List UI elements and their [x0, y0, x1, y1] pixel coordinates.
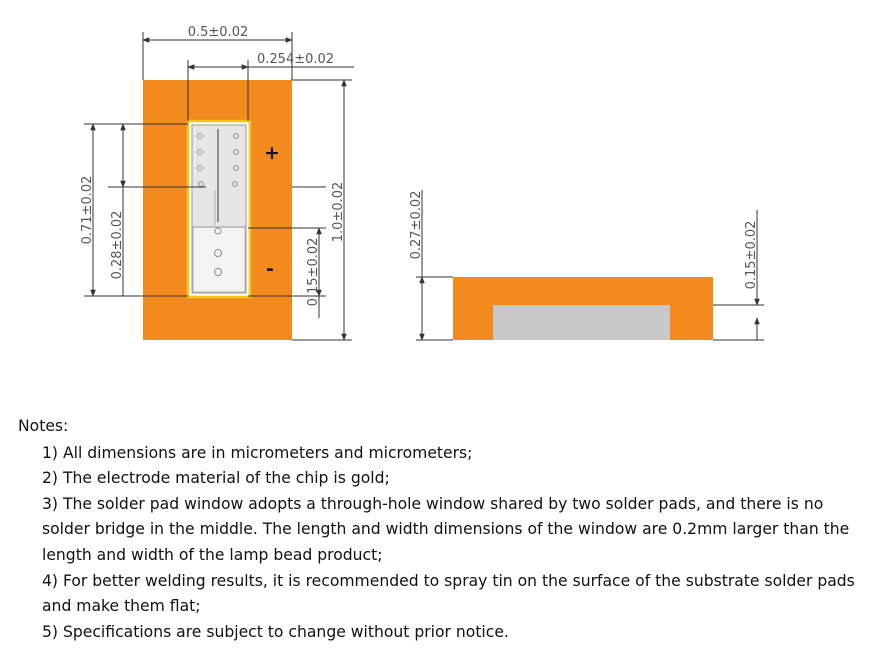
dim-total-length	[331, 80, 346, 340]
notes-list	[18, 441, 863, 646]
note-item: 3) The solder pad window adopts a through-hole window shared by two solder pads, and there is no solder bridge in the middle. The length and width dimensions of the window are 0.2mm larger than the length and width of the lamp bead product;	[42, 494, 850, 564]
svg-text:1.0±0.02: 1.0±0.02	[331, 181, 346, 243]
svg-text:0.254±0.02: 0.254±0.02	[257, 52, 335, 67]
chip-top	[188, 121, 250, 297]
svg-text:0.5±0.02: 0.5±0.02	[187, 25, 249, 40]
minus-sign: -	[266, 258, 274, 280]
svg-text:0.71±0.02: 0.71±0.02	[80, 175, 95, 245]
side-view	[409, 190, 764, 340]
dim-side-height	[409, 190, 424, 340]
notes-title: Notes:	[18, 417, 69, 435]
note-item: 5) Specifications are subject to change without prior notice.	[42, 622, 509, 641]
dim-side-chip-height	[744, 210, 759, 340]
svg-text:0.27±0.02: 0.27±0.02	[409, 190, 424, 260]
dim-chip-length	[80, 124, 95, 296]
plus-sign: +	[264, 142, 280, 164]
chip-side	[493, 305, 670, 340]
dim-electrode-length	[110, 124, 125, 296]
note-item: 1) All dimensions are in micrometers and micrometers;	[42, 443, 473, 462]
top-view	[80, 25, 354, 340]
svg-text:0.28±0.02: 0.28±0.02	[110, 210, 125, 280]
notes-section	[18, 414, 863, 645]
note-item: 4) For better welding results, it is recommended to spray tin on the surface of the substrate solder pads and make them flat;	[42, 571, 855, 616]
dim-pad-edge	[306, 228, 321, 318]
note-item: 2) The electrode material of the chip is gold;	[42, 469, 390, 488]
dim-pad-gap	[188, 52, 354, 67]
svg-text:0.15±0.02: 0.15±0.02	[306, 237, 321, 307]
dim-width	[143, 25, 292, 40]
svg-text:0.15±0.02: 0.15±0.02	[744, 220, 759, 290]
